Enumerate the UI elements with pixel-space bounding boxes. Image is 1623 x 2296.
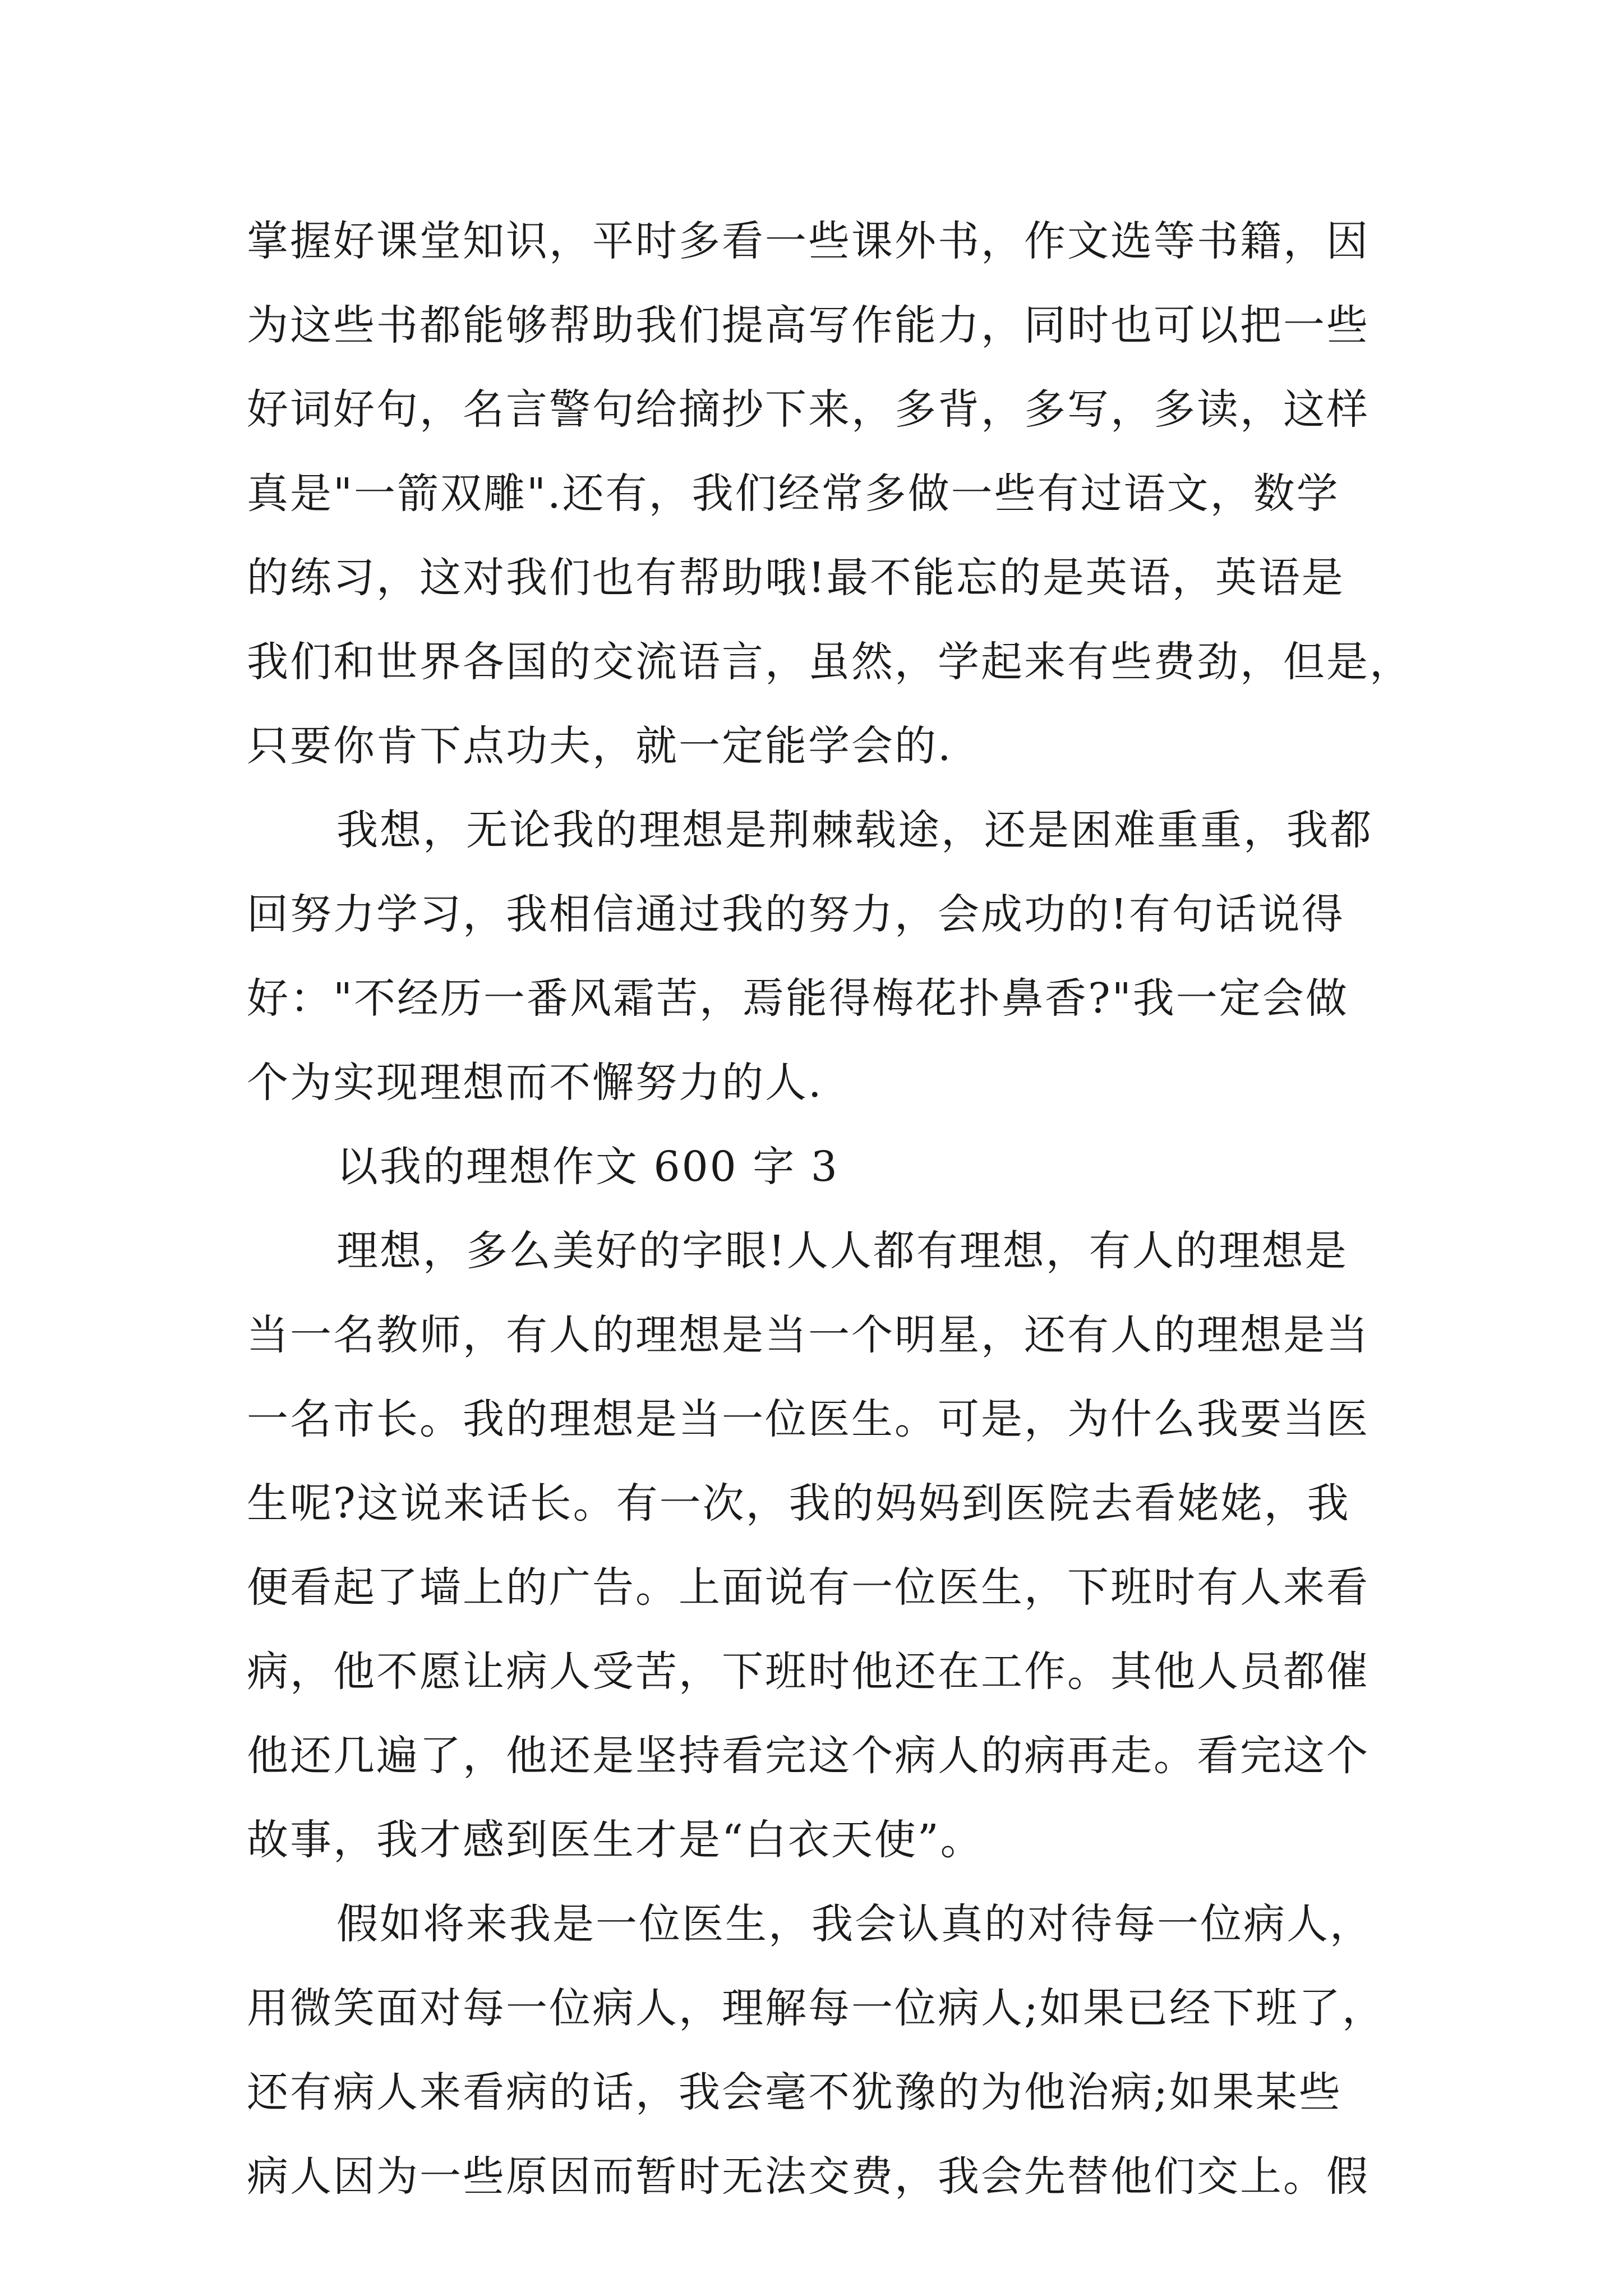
paragraph-4 [247,1882,1385,2219]
text-line: 理想，多么美好的字眼!人人都有理想，有人的理想是 [336,1227,1348,1275]
text-line: 还有病人来看病的话，我会毫不犹豫的为他治病;如果某些 [247,2068,1342,2116]
paragraph-1 [247,199,1413,788]
heading-line: 以我的理想作文 600 字 3 [336,1143,839,1191]
text-line: 我们和世界各国的交流语言，虽然，学起来有些费劲，但是， [247,638,1413,686]
text-line: 故事，我才感到医生才是“白衣天使”。 [247,1816,984,1864]
text-line: 为这些书都能够帮助我们提高写作能力，同时也可以把一些 [247,301,1370,349]
paragraph-2 [247,788,1385,1125]
text-line: 一名市长。我的理想是当一位医生。可是，为什么我要当医 [247,1395,1370,1443]
section-heading [247,1125,1385,1209]
text-line: 真是"一箭双雕".还有，我们经常多做一些有过语文，数学 [247,470,1340,518]
document-body [247,199,1413,2219]
paragraph-3 [247,1209,1385,1882]
text-line: 用微笑面对每一位病人，理解每一位病人;如果已经下班了， [247,1984,1385,2032]
text-line: 回努力学习，我相信通过我的努力，会成功的!有句话说得 [247,890,1345,938]
text-line: 只要你肯下点功夫，就一定能学会的. [247,722,953,770]
text-line: 当一名教师，有人的理想是当一个明星，还有人的理想是当 [247,1311,1370,1359]
text-line: 掌握好课堂知识，平时多看一些课外书，作文选等书籍，因 [247,217,1370,265]
text-line: 的练习，这对我们也有帮助哦!最不能忘的是英语，英语是 [247,554,1345,602]
text-line: 生呢?这说来话长。有一次，我的妈妈到医院去看姥姥，我 [247,1479,1350,1527]
text-line: 好："不经历一番风霜苦，焉能得梅花扑鼻香?"我一定会做 [247,974,1349,1023]
text-line: 个为实现理想而不懈努力的人. [247,1059,823,1107]
text-line: 我想，无论我的理想是荆棘载途，还是困难重重，我都 [336,806,1373,854]
text-line: 病，他不愿让病人受苦，下班时他还在工作。其他人员都催 [247,1648,1370,1696]
text-line: 好词好句，名言警句给摘抄下来，多背，多写，多读，这样 [247,385,1370,434]
text-line: 病人因为一些原因而暂时无法交费，我会先替他们交上。假 [247,2152,1370,2201]
text-line: 他还几遍了，他还是坚持看完这个病人的病再走。看完这个 [247,1732,1370,1780]
text-line: 便看起了墙上的广告。上面说有一位医生，下班时有人来看 [247,1563,1370,1612]
text-line: 假如将来我是一位医生，我会认真的对待每一位病人， [336,1900,1373,1948]
